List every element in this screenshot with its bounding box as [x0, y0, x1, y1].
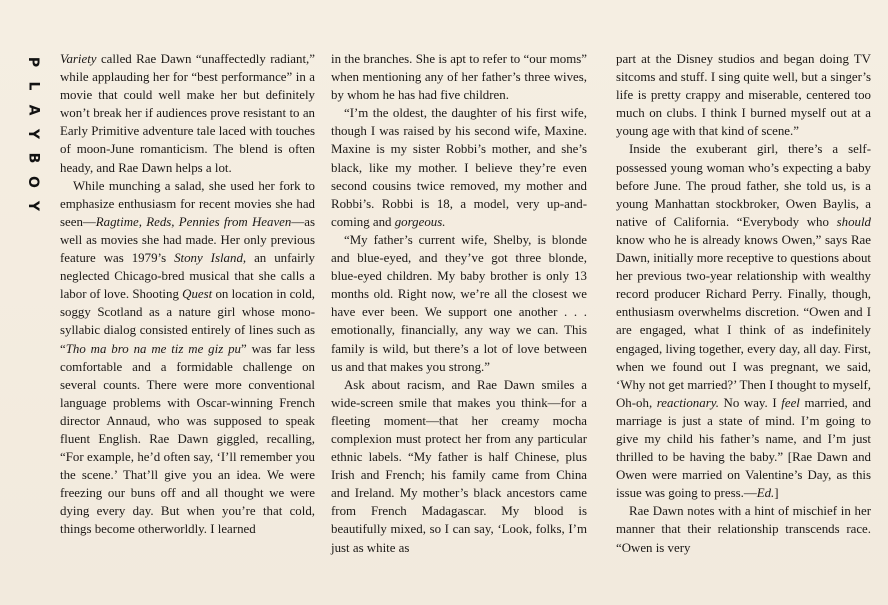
text-run: “My father’s current wife, Shelby, is blonde and blue-eyed, and they’ve got three blonde, blue-eyed children. My baby brother is only 13 months old. Right now, we’re all the closest we have ever been. We support one another . . . emotionally, financially, any way we can. This family is wild, but there’s a lot of love between us and that makes you strong.”	[331, 232, 587, 374]
text-run: part at the Disney studios and began doing TV sitcoms and stuff. I sing quite well, but a singer’s life is pretty crappy and miserable, centered too much on clubs. I think I burned myself out at a young age with that kind of scene.”	[616, 52, 871, 139]
text-run: —as well as movies she had made. Her only previous feature was 1979’s	[60, 214, 315, 266]
text-run: an unfairly neglected Chicago-bred musical that she calls a labor of love. Shooting	[60, 251, 316, 302]
italic-text: gorgeous.	[394, 214, 446, 229]
article-paragraph	[616, 50, 871, 140]
text-run: Inside the exuberant girl, there’s a self-possessed young woman who’s expecting a baby before June. The proud father, she told us, is a young Manhattan stockbroker, Owen Baylis, a native of California. “Everybody who	[616, 142, 871, 229]
text-run: in the branches. She is apt to refer to “our moms” when mentioning any of her father’s three wives, by whom he has had five children.	[331, 52, 587, 103]
logo-letter: A	[25, 104, 41, 116]
text-run: ” was far less comfortable and a formidable challenge on several counts. There were more conventional language problems with Oscar-winning French director Annaud, who was supposed to speak fluent English. Rae Dawn giggled, recalling, “For example, he’d often say, ‘I’ll remember you the scene.’ That’ll give you an idea. We were freezing our buns off and all thought we were dying every day. But when you’re that cold, things become otherworldly. I learned	[60, 341, 315, 537]
logo-letter: P	[24, 56, 41, 68]
text-run: “I’m the oldest, the daughter of his first wife, though I was raised by his second wife, Maxine. Maxine is my sister Robbi’s mother, and she’s black, like my mother. I believe they’re even second cousins twice removed, my mother and Robbi’s. Robbi is 18, a model, very up-and-coming and	[331, 106, 587, 229]
text-run: married, and marriage is just a state of mind. I’m going to give my child his father’s name, and I’m just thrilled to be having the baby.” [Rae Dawn and Owen were married on Valentine’s Day, as this issue was going to press.—	[616, 395, 871, 501]
italic-text: Tho ma bro na me tiz me giz pu	[65, 341, 241, 356]
article-paragraph	[60, 50, 315, 177]
article-paragraph	[616, 140, 871, 502]
italic-text: Quest	[182, 287, 213, 302]
text-run: While munching a salad, she used her fork to emphasize enthusiasm for recent movies she had seen—	[60, 178, 315, 229]
italic-text: Ragtime, Reds, Pennies from Heaven	[95, 214, 292, 229]
article-paragraph	[331, 50, 587, 104]
italic-text: should	[836, 214, 871, 229]
italic-text: reactionary.	[656, 395, 719, 410]
italic-text: Stony Island,	[174, 251, 247, 266]
text-run: ]	[774, 486, 779, 501]
logo-letter: Y	[24, 128, 41, 140]
text-column-1	[60, 50, 315, 539]
logo-letter: Y	[24, 200, 41, 212]
text-run: called Rae Dawn “unaffectedly radiant,” while applauding her for “best performance” in a movie that could well make her but definitely won’t break her if audiences prove resistant to an Early Primitive adventure tale laced with touches of moon-June romanticism. The blend is often heady, and Rae Dawn helps a lot.	[60, 52, 315, 175]
article-paragraph	[616, 502, 871, 556]
italic-text: Variety	[60, 52, 97, 66]
logo-letter: L	[24, 81, 41, 91]
article-paragraph	[331, 104, 587, 231]
text-run: on location in cold, soggy Scotland as a nature girl whose mono-syllabic dialog consisted entirely of lines such as “	[60, 287, 316, 356]
text-column-3	[616, 50, 871, 557]
text-column-2	[331, 50, 587, 557]
article-paragraph	[331, 231, 587, 376]
magazine-logo-vertical	[22, 54, 42, 214]
text-run: Rae Dawn notes with a hint of mischief in her manner that their relationship transcends race. “Owen is very	[616, 504, 871, 555]
italic-text: Ed.	[756, 486, 775, 501]
italic-text: feel	[781, 395, 800, 410]
text-run: Ask about racism, and Rae Dawn smiles a wide-screen smile that makes you think—for a fleeting moment—that her creamy mocha complexion must protect her from any particular ethnic labels. “My father is half Chinese, plus Irish and French; his family came from China and Ireland. My mother’s black ancestors came from French Madagascar. My blood is beautifully mixed, so I can say, ‘Look, folks, I’m just as white as	[331, 377, 587, 555]
logo-letter: B	[24, 152, 41, 164]
article-paragraph	[60, 177, 315, 539]
logo-letter: O	[25, 176, 41, 188]
text-run: No way. I	[718, 395, 782, 410]
article-paragraph	[331, 376, 587, 557]
text-run: know who he is already knows Owen,” says Rae Dawn, initially more receptive to questions about her previous two-year relationship with wealthy record producer Richard Perry. Finally, though, enthusiasm overwhelms discretion. “Owen and I are engaged, what I think of as indefinitely engaged, living together, every day, all day. First, when we found out I was pregnant, we said, ‘Why not get married?’ Then I thought to myself, Oh-oh,	[616, 232, 871, 410]
